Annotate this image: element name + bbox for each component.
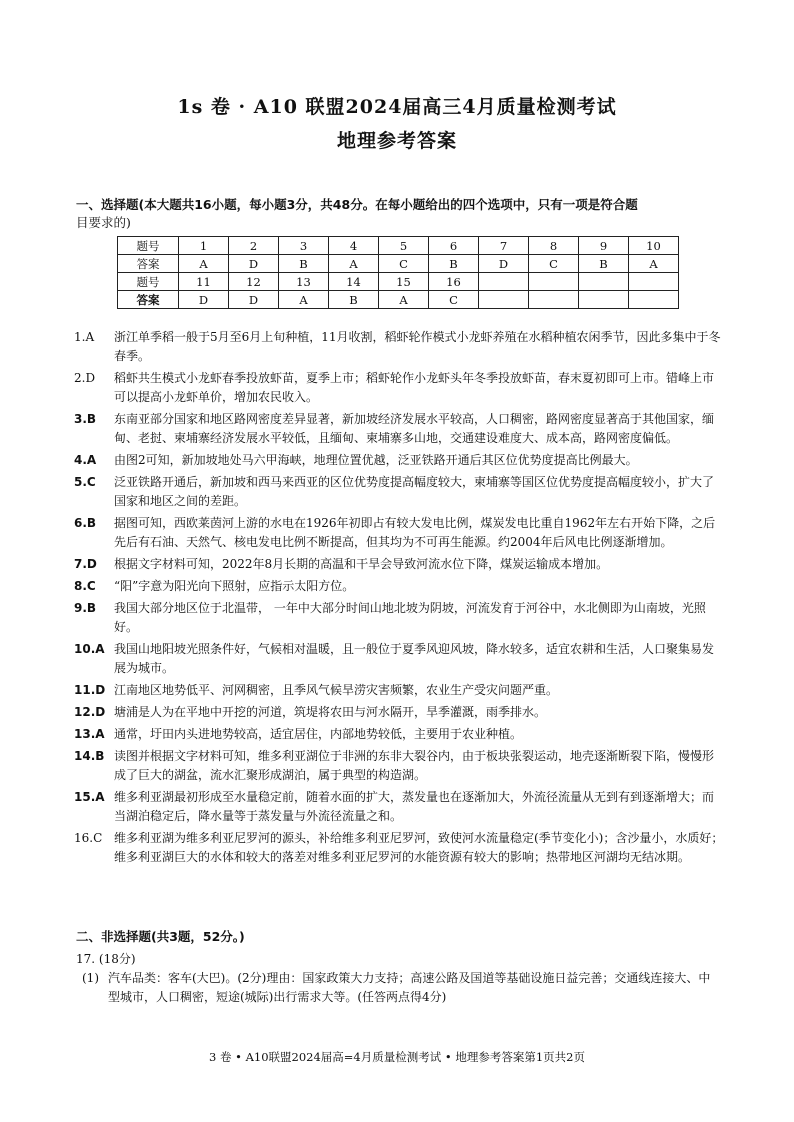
answer-table-header-cell: 题号 <box>118 237 179 255</box>
explanation-text: 根据文字材料可知，2022年8月长期的高温和干旱会导致河流水位下降，煤炭运输成本增加。 <box>114 557 609 571</box>
answer-table-cell: 12 <box>229 273 279 291</box>
explanation-item <box>74 599 724 637</box>
explanation-number: 13.A <box>74 727 105 741</box>
explanation-number: 12.D <box>74 705 106 719</box>
page-footer: 3 卷 • A10联盟2024届高=4月质量检测考试 • 地理参考答案第1页共2页 <box>209 1050 585 1064</box>
explanation-item <box>74 703 724 722</box>
explanation-text: 泛亚铁路开通后，新加坡和西马来西亚的区位优势度提高幅度较大，柬埔寨等国区位优势度提高幅度较小，扩大了国家和地区之间的差距。 <box>114 475 715 508</box>
question-17-label: 17. (18分) <box>76 952 136 966</box>
answer-table-cell: 1 <box>179 237 229 255</box>
explanation-item <box>74 555 724 574</box>
document-subtitle: 地理参考答案 <box>336 130 457 152</box>
explanation-number: 4.A <box>74 453 97 467</box>
answer-table-cell: 11 <box>179 273 229 291</box>
section1-heading-text: 一、选择题(本大题共16小题，每小题3分，共48分。在每小题给出的四个选项中，只有一项是符合题 <box>76 197 638 212</box>
answer-table-cell: A <box>379 291 429 309</box>
explanation-item <box>74 514 724 552</box>
explanation-text: 由图2可知，新加坡地处马六甲海峡，地理位置优越，泛亚铁路开通后其区位优势度提高比例最大。 <box>114 453 638 467</box>
answer-table-row <box>118 255 679 273</box>
answer-table <box>117 236 679 309</box>
explanation-text: 塘浦是人为在平地中开挖的河道，筑堤将农田与河水隔开，旱季灌溉，雨季排水。 <box>114 705 547 719</box>
answer-table-row <box>118 237 679 255</box>
answer-table-cell: 15 <box>379 273 429 291</box>
answer-table-cell: A <box>179 255 229 273</box>
answer-table-cell: 10 <box>629 237 679 255</box>
question-17-part-1-text: 汽车品类：客车(大巴)。(2分)理由：国家政策大力支持；高速公路及国道等基础设施日益完善；交通线连接大、中型城市，人口稠密，短途(城际)出行需求大等。(任答两点得4分) <box>108 971 711 1004</box>
explanation-number: 14.B <box>74 749 105 763</box>
answer-table-cell <box>479 291 529 309</box>
explanation-number: 9.B <box>74 601 97 615</box>
answer-table-cell <box>579 273 629 291</box>
answer-table-cell: 4 <box>329 237 379 255</box>
answer-table-row <box>118 273 679 291</box>
explanation-number: 3.B <box>74 412 97 426</box>
explanation-text: 通常，圩田内头进地势较高，适宜居住，内部地势较低，主要用于农业种植。 <box>114 727 523 741</box>
section2-heading: 二、非选择题(共3题，52分。) <box>76 929 245 944</box>
section1-heading-cont: 目要求的) <box>76 215 131 230</box>
explanation-text: 浙江单季稻一般于5月至6月上旬种植，11月收割，稻虾轮作模式小龙虾养殖在水稻种植农闲季节，因此多集中于冬春季。 <box>114 330 721 363</box>
explanation-number: 6.B <box>74 516 97 530</box>
explanation-text: 读图并根据文字材料可知，维多利亚湖位于非洲的东非大裂谷内，由于板块张裂运动，地壳逐渐断裂下陷，慢慢形成了巨大的湖盆，流水汇聚形成湖泊，属于典型的构造湖。 <box>114 749 715 782</box>
answer-table-cell: B <box>429 255 479 273</box>
explanation-item <box>74 369 724 407</box>
explanation-number: 15.A <box>74 790 105 804</box>
explanation-number: 16.C <box>74 831 103 845</box>
answer-table-cell <box>629 273 679 291</box>
explanation-item <box>74 410 724 448</box>
answer-table-cell: C <box>429 291 479 309</box>
explanation-number: 11.D <box>74 683 106 697</box>
explanation-item <box>74 451 724 470</box>
explanation-item <box>74 473 724 511</box>
explanation-item <box>74 328 724 366</box>
answer-table-cell: C <box>529 255 579 273</box>
answer-table-header-cell: 题号 <box>118 273 179 291</box>
explanation-item <box>74 788 724 826</box>
explanation-item <box>74 681 724 700</box>
answer-table-cell: B <box>579 255 629 273</box>
answer-table-cell: 8 <box>529 237 579 255</box>
explanation-item <box>74 725 724 744</box>
answer-table-cell <box>529 291 579 309</box>
answer-table-cell: B <box>329 291 379 309</box>
answer-table-cell: D <box>179 291 229 309</box>
explanation-text: “阳”字意为阳光向下照射，应指示太阳方位。 <box>114 579 355 593</box>
explanation-text: 据图可知，西欧莱茵河上游的水电在1926年初即占有较大发电比例，煤炭发电比重自1962年左右开始下降，之后先后有石油、天然气、核电发电比例不断提高，但其均为不可再生能源。约2004年后风电比例逐渐增加。 <box>114 516 716 549</box>
explanation-item <box>74 747 724 785</box>
answer-table-header-cell: 答案 <box>118 291 179 309</box>
answer-table-cell: D <box>479 255 529 273</box>
explanation-item <box>74 640 724 678</box>
document-title: 1s 卷 · A10 联盟2024届高三4月质量检测考试 <box>177 96 617 118</box>
answer-table-cell <box>529 273 579 291</box>
answer-table-cell: A <box>279 291 329 309</box>
answer-table-cell: 13 <box>279 273 329 291</box>
answer-table-cell: 7 <box>479 237 529 255</box>
answer-table-cell: C <box>379 255 429 273</box>
answer-table-cell: B <box>279 255 329 273</box>
explanation-text: 江南地区地势低平、河网稠密，且季风气候旱涝灾害频繁，农业生产受灾问题严重。 <box>114 683 559 697</box>
explanation-list <box>74 328 724 870</box>
answer-table-cell: 6 <box>429 237 479 255</box>
answer-table-cell: A <box>329 255 379 273</box>
explanation-number: 5.C <box>74 475 96 489</box>
answer-table-cell: 2 <box>229 237 279 255</box>
answer-table-row <box>118 291 679 309</box>
answer-table-cell: 9 <box>579 237 629 255</box>
answer-table-cell: 14 <box>329 273 379 291</box>
answer-table-cell: D <box>229 255 279 273</box>
explanation-text: 维多利亚湖最初形成至水量稳定前，随着水面的扩大，蒸发量也在逐渐加大，外流径流量从无到有到逐渐增大；而当湖泊稳定后，降水量等于蒸发量与外流径流量之和。 <box>114 790 715 823</box>
answer-table-cell <box>579 291 629 309</box>
answer-table-cell: D <box>229 291 279 309</box>
explanation-item <box>74 577 724 596</box>
explanation-text: 我国山地阳坡光照条件好，气候相对温暖，且一般位于夏季风迎风坡，降水较多，适宜农耕和生活，人口聚集易发展为城市。 <box>114 642 715 675</box>
answer-table-cell: 5 <box>379 237 429 255</box>
answer-table-header-cell: 答案 <box>118 255 179 273</box>
answer-table-cell <box>479 273 529 291</box>
answer-table-cell <box>629 291 679 309</box>
explanation-number: 2.D <box>74 371 96 385</box>
question-17-part-1 <box>82 969 722 1007</box>
explanation-number: 7.D <box>74 557 97 571</box>
explanation-text: 稻虾共生模式小龙虾春季投放虾苗，夏季上市；稻虾轮作小龙虾头年冬季投放虾苗，春末夏初即可上市。错峰上市可以提高小龙虾单价，增加农民收入。 <box>114 371 715 404</box>
answer-table-cell: A <box>629 255 679 273</box>
explanation-item <box>74 829 724 867</box>
explanation-number: 8.C <box>74 579 96 593</box>
answer-table-cell: 3 <box>279 237 329 255</box>
answer-table-cell: 16 <box>429 273 479 291</box>
section1-heading <box>76 196 726 232</box>
explanation-text: 维多利亚湖为维多利亚尼罗河的源头，补给维多利亚尼罗河，致使河水流量稳定(季节变化小)；含沙量小，水质好；维多利亚湖巨大的水体和较大的落差对维多利亚尼罗河的水能资源有较大的影响；热带地区河湖均无结冰期。 <box>114 831 724 864</box>
explanation-number: 10.A <box>74 642 105 656</box>
explanation-text: 东南亚部分国家和地区路网密度差异显著，新加坡经济发展水平较高，人口稠密，路网密度显著高于其他国家，缅甸、老挝、柬埔寨经济发展水平较低，且缅甸、柬埔寨多山地，交通建设难度大、成本高，路网密度偏低。 <box>114 412 715 445</box>
explanation-text: 我国大部分地区位于北温带， 一年中大部分时间山地北坡为阴坡，河流发育于河谷中，水北侧即为山南坡，光照好。 <box>114 601 706 634</box>
question-17-part-1-index: (1) <box>82 971 99 985</box>
explanation-number: 1.A <box>74 330 95 344</box>
